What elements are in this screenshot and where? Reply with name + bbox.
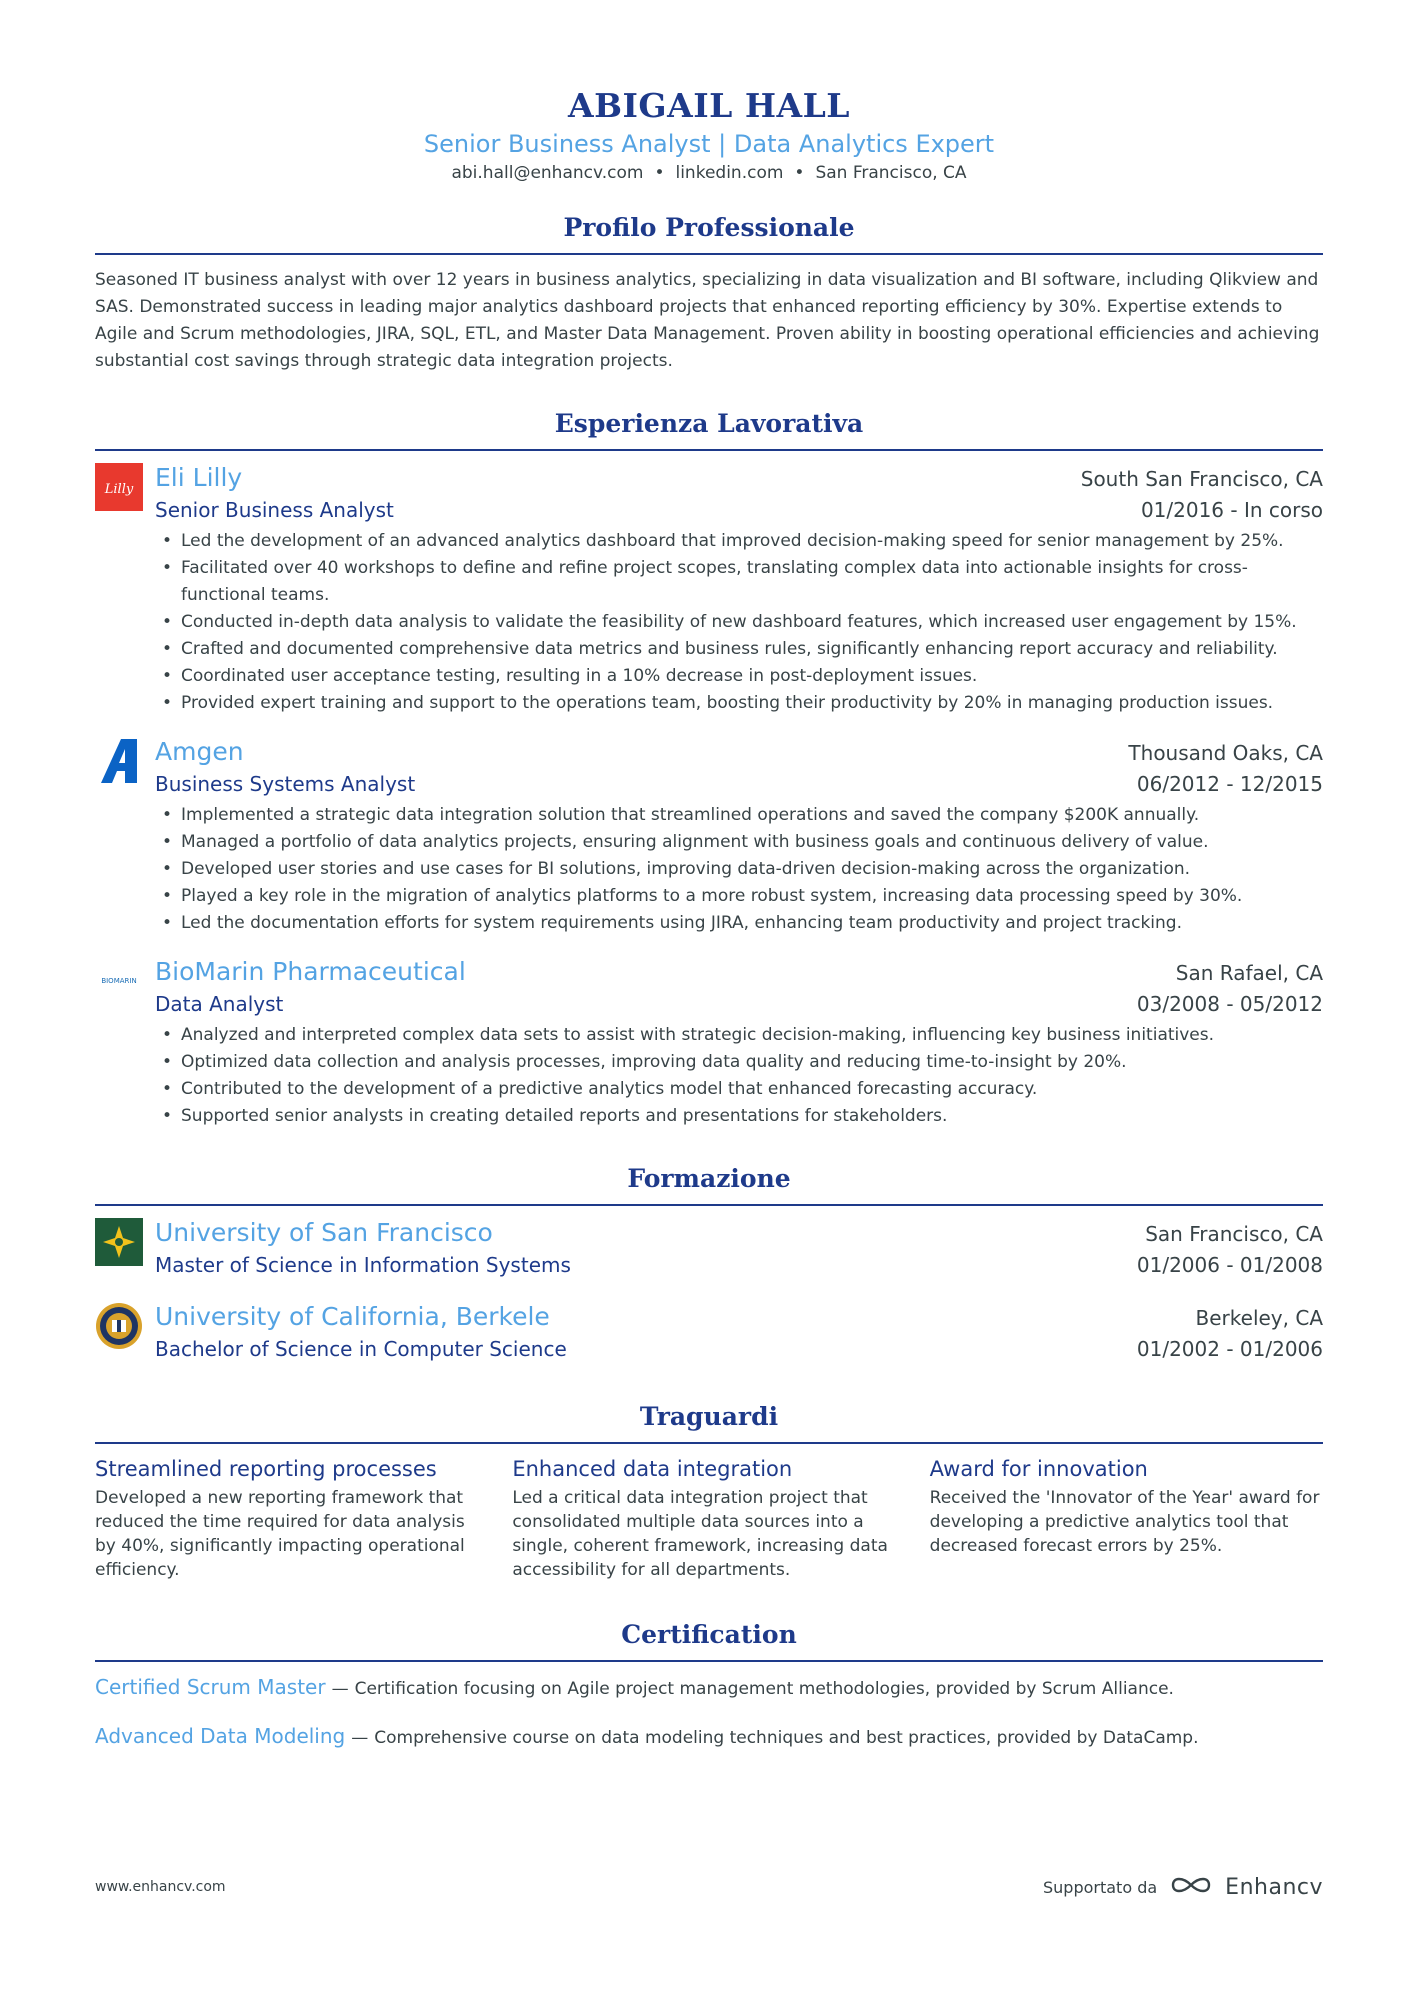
candidate-headline: Senior Business Analyst | Data Analytics Expert xyxy=(423,130,995,158)
education-entry xyxy=(95,1216,1323,1280)
company-name: Amgen xyxy=(155,737,244,766)
enhancv-logo-icon xyxy=(1169,1873,1213,1901)
certification-name: Advanced Data Modeling xyxy=(95,1724,346,1748)
school-name: University of San Francisco xyxy=(155,1218,493,1247)
job-title: Business Systems Analyst xyxy=(155,772,416,796)
achievement-description: Developed a new reporting framework that reduced the time required for data analysis by 40%, significantly impacting operational efficiency. xyxy=(95,1488,465,1580)
bullet-item: • Optimized data collection and analysis processes, improving data quality and reducing time-to-insight by 20%. xyxy=(155,1049,1323,1076)
job-location: South San Francisco, CA xyxy=(1080,467,1323,491)
bullet-item: • Led the development of an advanced analytics dashboard that improved decision-making speed for senior management by 25%. xyxy=(155,528,1323,555)
page-footer xyxy=(95,1873,1323,1901)
experience-entry xyxy=(95,955,1323,1130)
education-section xyxy=(95,1162,1323,1364)
certification-item xyxy=(95,1723,1323,1752)
education-dates: 01/2006 - 01/2008 xyxy=(1136,1253,1323,1277)
bullet-item: • Facilitated over 40 workshops to define and refine project scopes, translating complex data into actionable insights for cross-functional teams. xyxy=(155,555,1323,609)
bullet-item: • Conducted in-depth data analysis to validate the feasibility of new dashboard features, which increased user engagement by 15%. xyxy=(155,609,1323,636)
candidate-name: ABIGAIL HALL xyxy=(567,86,851,125)
amgen-logo xyxy=(95,737,143,785)
job-dates: 06/2012 - 12/2015 xyxy=(1136,772,1323,796)
powered-by-label: Supportato da xyxy=(1043,1877,1158,1897)
degree-title: Master of Science in Information Systems xyxy=(155,1253,571,1277)
section-title-education: Formazione xyxy=(95,1162,1323,1206)
separator-dot: • xyxy=(654,163,665,183)
experience-entry xyxy=(95,735,1323,937)
job-title: Data Analyst xyxy=(155,992,284,1016)
certification-name: Certified Scrum Master xyxy=(95,1675,326,1699)
section-title-summary: Profilo Professionale xyxy=(95,211,1323,255)
bullet-item: • Crafted and documented comprehensive data metrics and business rules, significantly enhancing report accuracy and reliability. xyxy=(155,636,1323,663)
bullet-item: • Implemented a strategic data integration solution that streamlined operations and saved the company $200K annually. xyxy=(155,802,1323,829)
resume-header xyxy=(95,86,1323,185)
certifications-section xyxy=(95,1618,1323,1752)
bullet-item: • Coordinated user acceptance testing, resulting in a 10% decrease in post-deployment issues. xyxy=(155,663,1323,690)
school-name: University of California, Berkele xyxy=(155,1302,550,1331)
footer-branding xyxy=(1043,1873,1323,1901)
bullet-item: • Supported senior analysts in creating detailed reports and presentations for stakeholders. xyxy=(155,1103,1323,1130)
bullet-item: • Developed user stories and use cases for BI solutions, improving data-driven decision-making across the organization. xyxy=(155,856,1323,883)
education-entry xyxy=(95,1300,1323,1364)
enhancv-brand-name: Enhancv xyxy=(1225,1874,1323,1900)
bullet-item: • Contributed to the development of a predictive analytics model that enhanced forecasting accuracy. xyxy=(155,1076,1323,1103)
achievement-description: Led a critical data integration project that consolidated multiple data sources into a single, coherent framework, increasing data accessibility for all departments. xyxy=(512,1488,888,1580)
achievements-section xyxy=(95,1400,1323,1582)
school-location: Berkeley, CA xyxy=(1195,1306,1323,1330)
job-bullets xyxy=(155,1022,1323,1130)
achievement-item xyxy=(930,1454,1323,1582)
section-title-experience: Esperienza Lavorativa xyxy=(95,407,1323,451)
job-bullets xyxy=(155,528,1323,717)
dash-separator: — xyxy=(331,1679,349,1699)
certification-description: Comprehensive course on data modeling techniques and best practices, provided by DataCamp. xyxy=(374,1728,1199,1748)
svg-text:BIOMARIN: BIOMARIN xyxy=(101,977,137,985)
degree-title: Bachelor of Science in Computer Science xyxy=(155,1337,567,1361)
job-title: Senior Business Analyst xyxy=(155,498,394,522)
separator-dot: • xyxy=(794,163,805,183)
email-link[interactable]: abi.hall@enhancv.com xyxy=(451,163,644,183)
summary-section xyxy=(95,211,1323,375)
certification-item xyxy=(95,1674,1323,1703)
company-name: BioMarin Pharmaceutical xyxy=(155,957,466,986)
summary-text: Seasoned IT business analyst with over 12 years in business analytics, specializing in data visualization and BI software, including Qlikview and SAS. Demonstrated success in leading major analytics dashboard projects that enhanced reporting efficiency by 30%. Expertise extends to Agile and Scrum methodologies, JIRA, SQL, ETL, and Master Data Management. Proven ability in boosting operational efficiencies and achieving substantial cost savings through strategic data integration projects. xyxy=(95,270,1320,371)
dash-separator: — xyxy=(351,1728,369,1748)
achievement-item xyxy=(95,1454,488,1582)
certification-description: Certification focusing on Agile project management methodologies, provided by Scrum Alliance. xyxy=(354,1679,1174,1699)
svg-text:Lilly: Lilly xyxy=(104,482,134,497)
company-name: Eli Lilly xyxy=(155,463,243,492)
contact-line xyxy=(95,161,1323,185)
job-dates: 03/2008 - 05/2012 xyxy=(1136,992,1323,1016)
resume-page xyxy=(95,86,1323,1752)
job-location: San Rafael, CA xyxy=(1175,961,1323,985)
footer-url-link[interactable]: www.enhancv.com xyxy=(95,1879,226,1895)
achievement-title: Enhanced data integration xyxy=(512,1457,793,1481)
section-title-certifications: Certification xyxy=(95,1618,1323,1662)
achievement-description: Received the 'Innovator of the Year' award for developing a predictive analytics tool that decreased forecast errors by 25%. xyxy=(929,1488,1320,1556)
bullet-item: • Provided expert training and support to the operations team, boosting their productivity by 20% in managing production issues. xyxy=(155,690,1323,717)
school-location: San Francisco, CA xyxy=(1145,1222,1323,1246)
experience-entry xyxy=(95,461,1323,717)
section-title-achievements: Traguardi xyxy=(95,1400,1323,1444)
biomarin-logo xyxy=(95,957,143,1005)
bullet-item: • Played a key role in the migration of analytics platforms to a more robust system, increasing data processing speed by 30%. xyxy=(155,883,1323,910)
eli-lilly-logo xyxy=(95,463,143,511)
achievement-title: Award for innovation xyxy=(929,1457,1148,1481)
job-bullets xyxy=(155,802,1323,937)
education-dates: 01/2002 - 01/2006 xyxy=(1136,1337,1323,1361)
experience-section xyxy=(95,407,1323,1130)
achievement-title: Streamlined reporting processes xyxy=(95,1457,437,1481)
berkeley-seal-logo xyxy=(95,1302,143,1350)
bullet-item: • Led the documentation efforts for system requirements using JIRA, enhancing team productivity and project tracking. xyxy=(155,910,1323,937)
bullet-item: • Managed a portfolio of data analytics projects, ensuring alignment with business goals and continuous delivery of value. xyxy=(155,829,1323,856)
location-text: San Francisco, CA xyxy=(815,163,967,183)
job-dates: 01/2016 - In corso xyxy=(1140,498,1323,522)
job-location: Thousand Oaks, CA xyxy=(1128,741,1323,765)
linkedin-link[interactable]: linkedin.com xyxy=(675,163,784,183)
usf-logo xyxy=(95,1218,143,1266)
achievement-item xyxy=(512,1454,905,1582)
bullet-item: • Analyzed and interpreted complex data sets to assist with strategic decision-making, influencing key business initiatives. xyxy=(155,1022,1323,1049)
